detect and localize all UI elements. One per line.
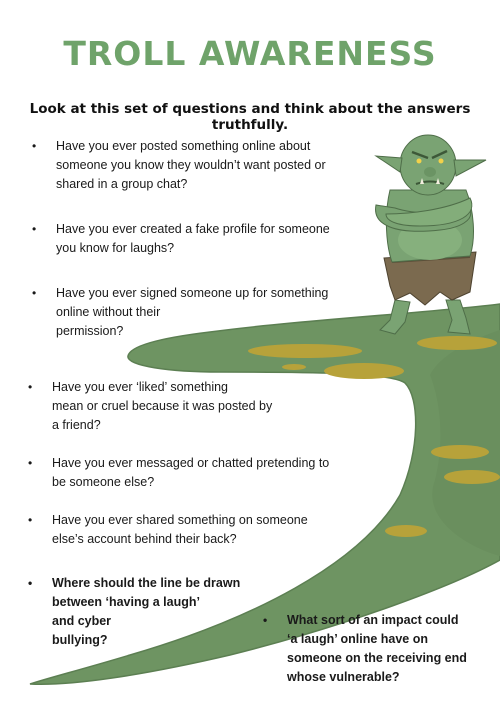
reflection-line: What sort of an impact could — [287, 613, 459, 627]
bullet: • — [32, 139, 37, 153]
bullet: • — [28, 576, 33, 590]
question-line: a friend? — [52, 418, 101, 432]
bullet: • — [32, 286, 37, 300]
puddle — [248, 344, 362, 358]
reflection-item — [263, 611, 467, 687]
page-subtitle: Look at this set of questions and think about the answers truthfully. — [29, 101, 471, 133]
question-line: someone you know they wouldn’t want posted or — [56, 158, 326, 172]
puddle — [282, 364, 306, 370]
reflection-line: whose vulnerable? — [287, 670, 400, 684]
reflection-line: bullying? — [52, 633, 108, 647]
question-line: Have you ever ‘liked’ something — [52, 380, 229, 394]
bullet: • — [28, 380, 33, 394]
question-item — [32, 137, 326, 194]
question-item — [28, 511, 308, 549]
question-item — [32, 220, 330, 258]
reflection-line: between ‘having a laugh’ — [52, 595, 200, 609]
question-line: you know for laughs? — [56, 241, 175, 255]
bullet: • — [32, 222, 37, 236]
puddle — [444, 470, 500, 484]
puddle — [385, 525, 427, 537]
question-line: online without their — [56, 305, 161, 319]
question-line: Have you ever signed someone up for something — [56, 286, 329, 300]
question-line: permission? — [56, 324, 124, 338]
reflection-line: and cyber — [52, 614, 112, 628]
question-line: be someone else? — [52, 475, 155, 489]
puddle — [417, 336, 497, 350]
question-item — [28, 378, 273, 435]
bullet: • — [28, 456, 33, 470]
question-item — [32, 284, 329, 341]
question-line: Have you ever posted something online about — [56, 139, 311, 153]
question-line: Have you ever messaged or chatted pretending to — [52, 456, 330, 470]
question-line: mean or cruel because it was posted by — [52, 399, 273, 413]
troll-icon — [376, 135, 486, 334]
question-item — [28, 454, 330, 492]
reflection-line: someone on the receiving end — [287, 651, 467, 665]
reflection-line: ‘a laugh’ online have on — [287, 632, 428, 646]
puddle — [431, 445, 489, 459]
page-title: TROLL AWARENESS — [63, 34, 437, 73]
question-line: shared in a group chat? — [56, 177, 188, 191]
reflection-line: Where should the line be drawn — [52, 576, 241, 590]
reflection-item — [28, 574, 241, 650]
question-line: Have you ever created a fake profile for someone — [56, 222, 330, 236]
bullet: • — [28, 513, 33, 527]
puddle — [324, 363, 404, 379]
bullet: • — [263, 613, 268, 627]
question-line: else’s account behind their back? — [52, 532, 237, 546]
question-line: Have you ever shared something on someone — [52, 513, 308, 527]
